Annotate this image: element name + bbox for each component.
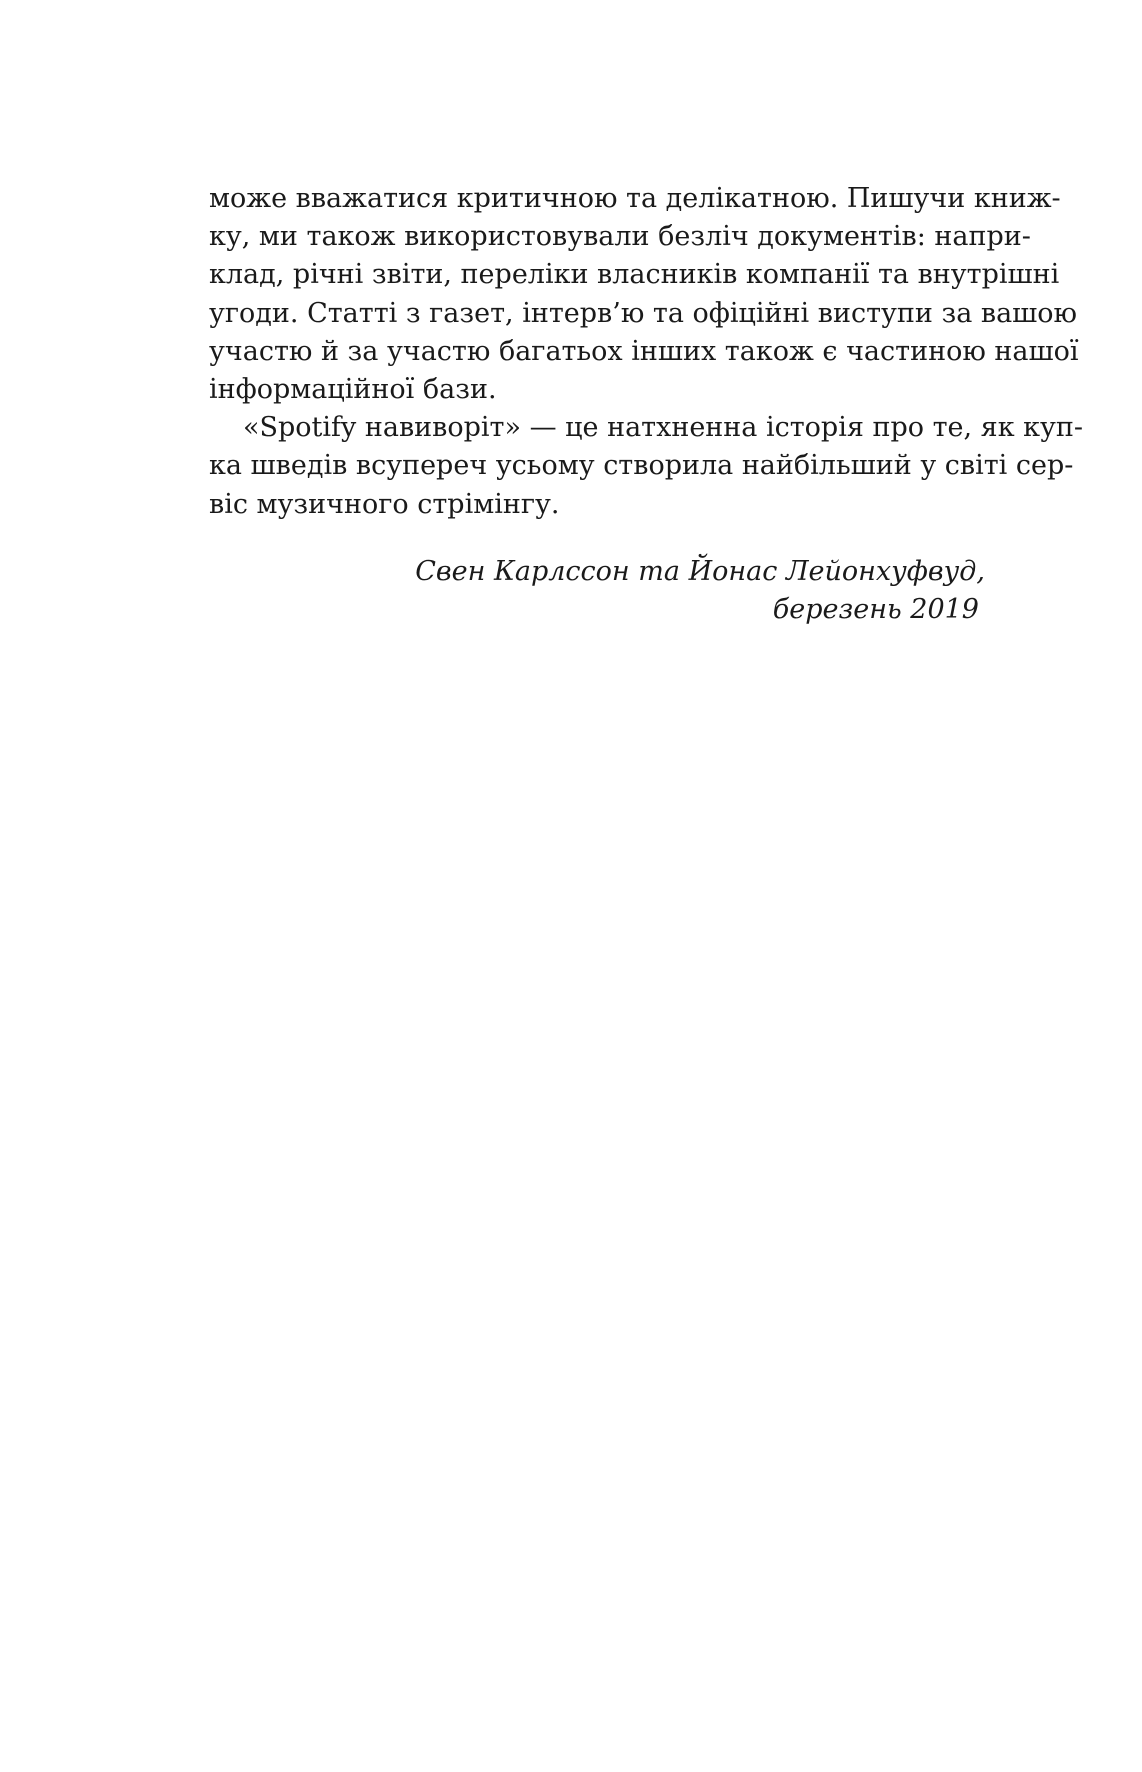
text-line: «Spotify навиворіт» — це натхненна історія про те, як куп-	[243, 412, 1084, 444]
author-signature	[415, 553, 985, 629]
text-line: угоди. Статті з газет, інтерв’ю та офіційні виступи за вашою	[209, 297, 1078, 329]
paragraph-sources	[209, 180, 1079, 409]
text-line: може вважатися критичною та делікатною. Пишучи книж-	[209, 183, 1061, 214]
paragraph-summary	[209, 409, 1084, 524]
text-line: віс музичного стрімінгу.	[209, 488, 560, 520]
main-text	[209, 180, 1084, 524]
text-line: клад, річні звіти, переліки власників компанії та внутрішні	[209, 259, 1060, 291]
text-line: участю й за участю багатьох інших також є частиною нашої	[209, 335, 1079, 367]
signature-authors: Свен Карлссон та Йонас Лейонхуфвуд,	[415, 556, 985, 587]
text-line: інформаційної бази.	[209, 373, 497, 405]
text-line: ка шведів всупереч усьому створила найбільший у світі сер-	[209, 450, 1074, 482]
text-line: ку, ми також використовували безліч документів: напри-	[209, 221, 1031, 253]
signature-date: березень 2019	[772, 594, 979, 625]
